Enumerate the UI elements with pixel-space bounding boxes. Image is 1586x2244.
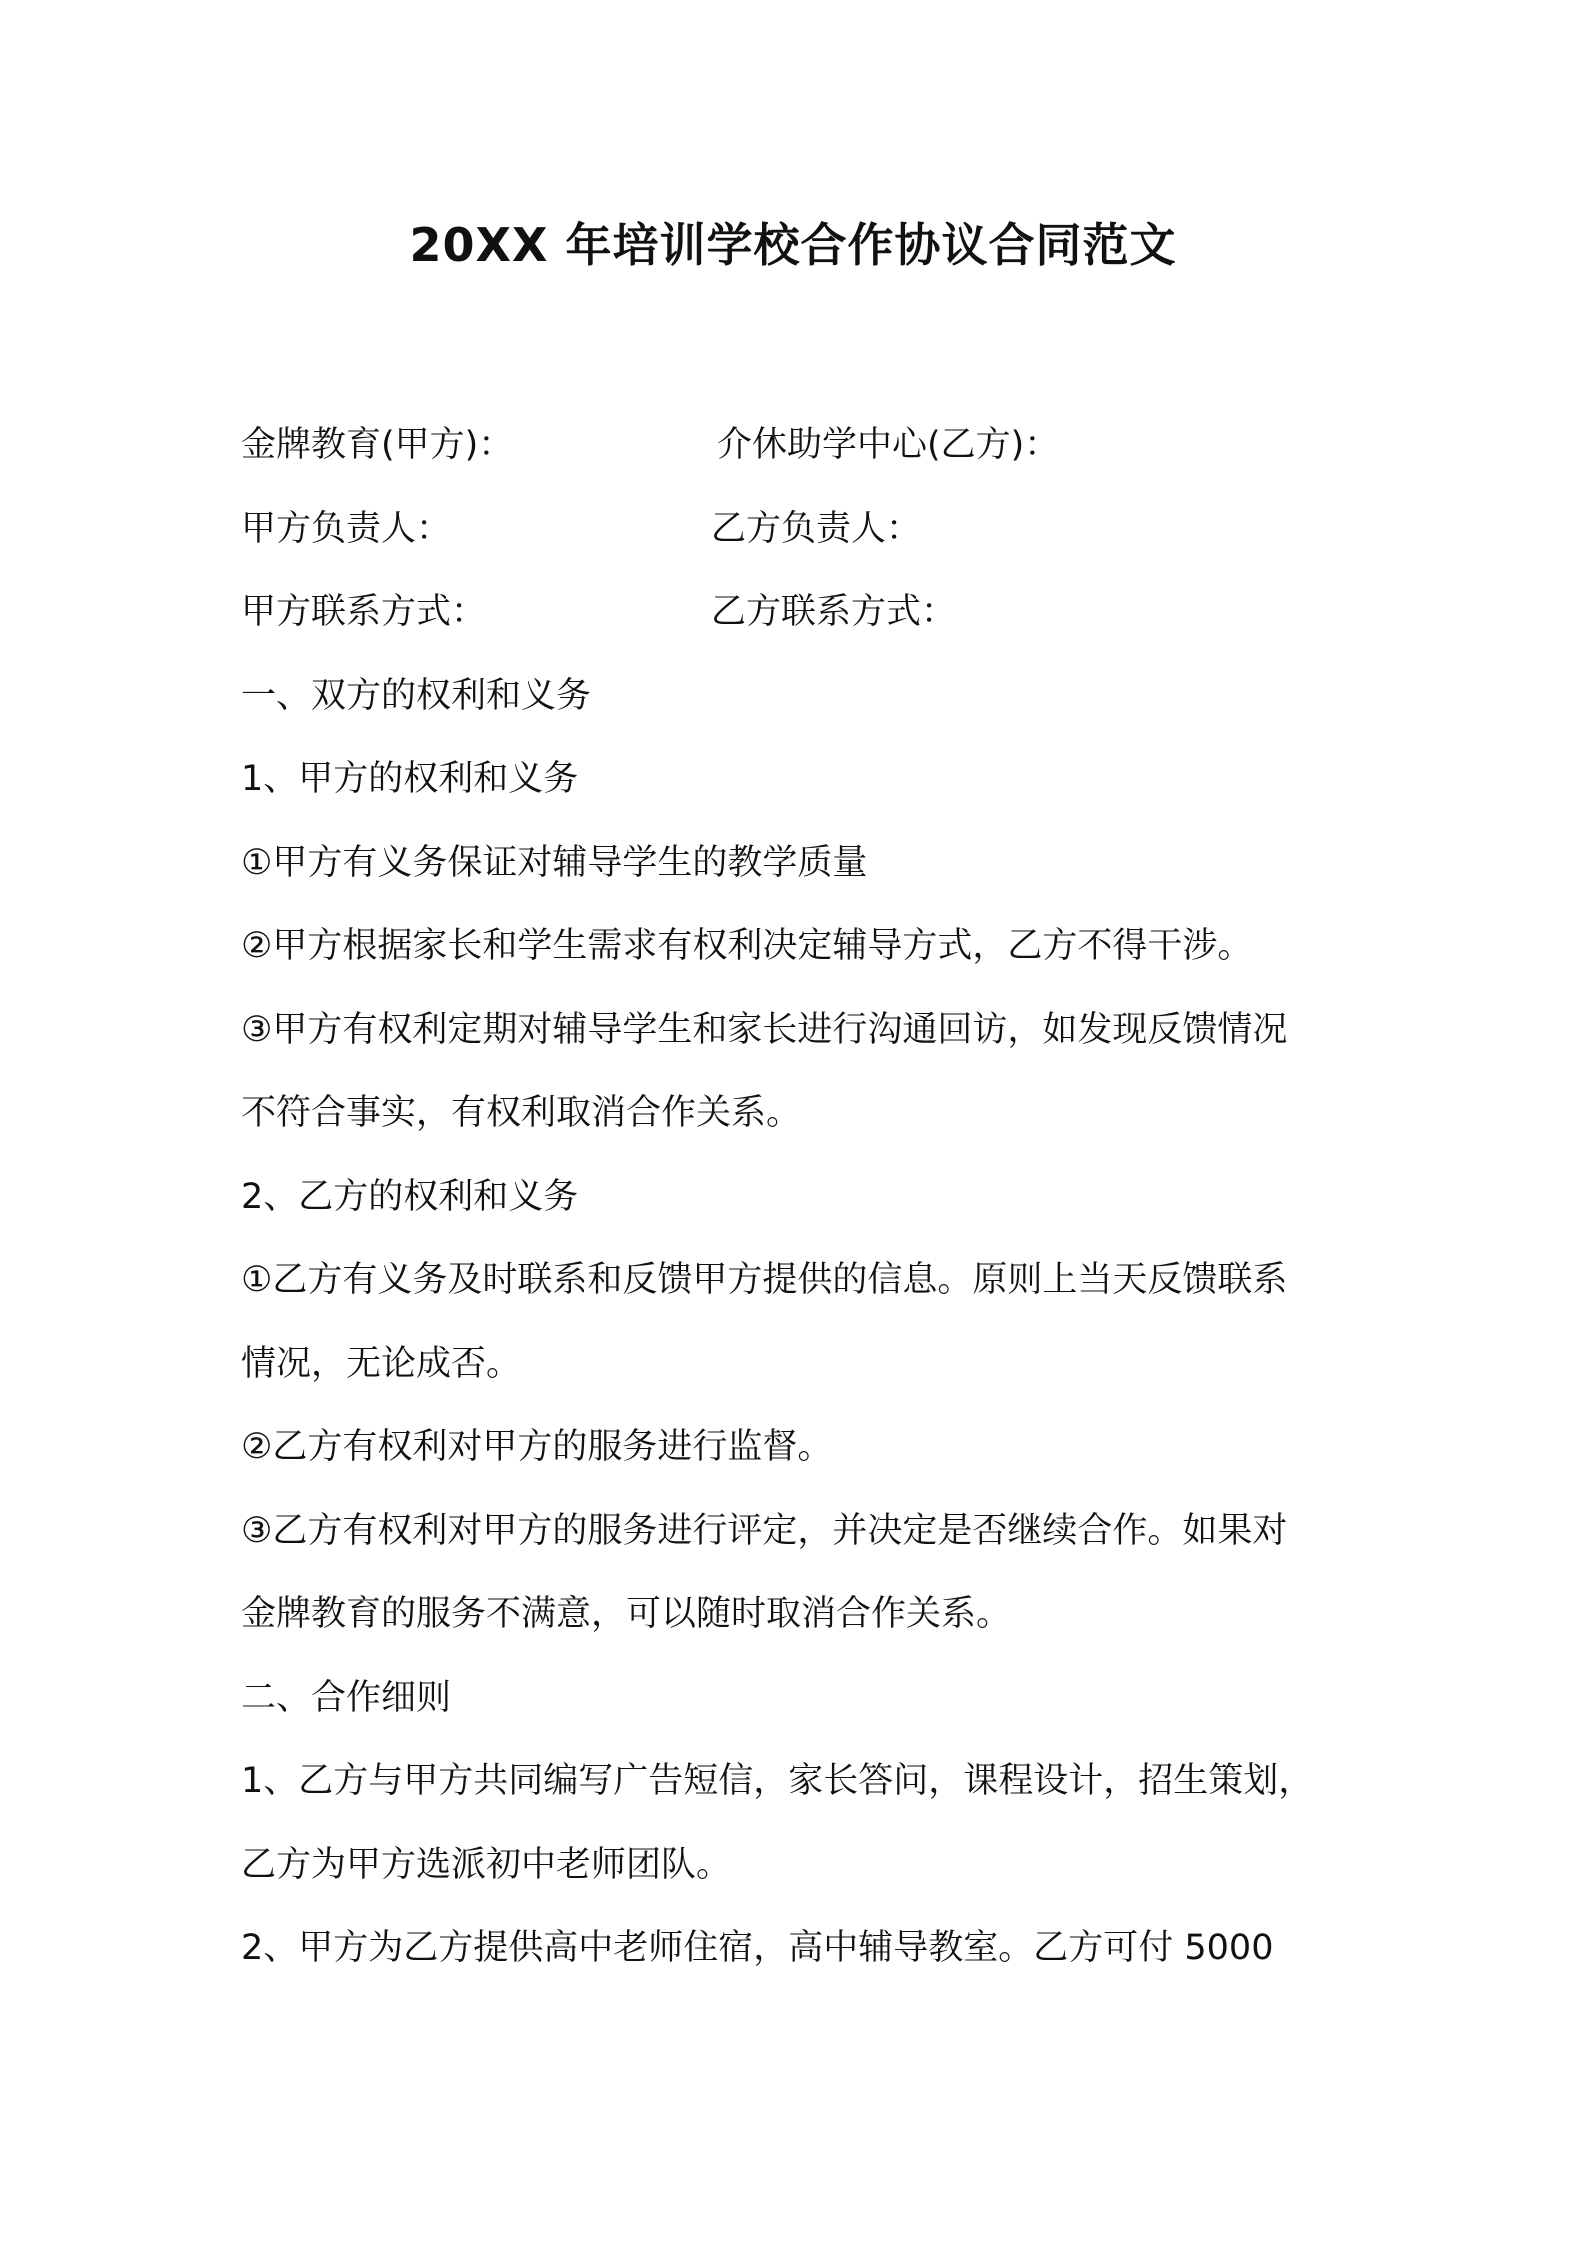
text-line: ①乙方有义务及时联系和反馈甲方提供的信息。原则上当天反馈联系 [241,1260,1288,1300]
party-row-principals [241,488,1361,572]
text-line: 1、乙方与甲方共同编写广告短信，家长答问，课程设计，招生策划， [241,1761,1314,1801]
section-heading: 一、双方的权利和义务 [241,675,592,716]
text-line: 乙方为甲方选派初中老师团队。 [241,1844,732,1885]
text-line: ①甲方有义务保证对辅导学生的教学质量 [241,842,868,883]
party-a-contact-label: 甲方联系方式： [241,592,487,632]
text-line: 金牌教育的服务不满意，可以随时取消合作关系。 [241,1594,1012,1634]
party-row-names [241,404,1361,488]
party-a-name-label: 金牌教育(甲方)： [241,425,514,465]
text-line: 不符合事实，有权利取消合作关系。 [241,1093,802,1133]
text-line: ②甲方根据家长和学生需求有权利决定辅导方式，乙方不得干涉。 [241,926,1253,966]
party-b-name-label: 介休助学中心(乙方)： [717,425,1060,465]
document-title: 20XX 年培训学校合作协议合同范文 [409,218,1177,272]
party-row-contacts [241,571,1361,655]
text-line: 2、甲方为乙方提供高中老师住宿，高中辅导教室。乙方可付 5000 [241,1928,1274,1968]
text-line: ③甲方有权利定期对辅导学生和家长进行沟通回访，如发现反馈情况 [241,1009,1288,1050]
text-line: 情况，无论成否。 [241,1343,522,1384]
document-body [241,404,1361,1991]
section-heading: 二、合作细则 [241,1677,452,1718]
subsection-heading: 1、甲方的权利和义务 [241,759,579,799]
party-a-principal-label: 甲方负责人： [241,508,452,549]
party-b-principal-label: 乙方负责人： [711,508,922,549]
text-line: ③乙方有权利对甲方的服务进行评定，并决定是否继续合作。如果对 [241,1510,1288,1551]
party-b-contact-label: 乙方联系方式： [711,592,957,632]
subsection-heading: 2、乙方的权利和义务 [241,1176,579,1217]
text-line: ②乙方有权利对甲方的服务进行监督。 [241,1427,833,1467]
